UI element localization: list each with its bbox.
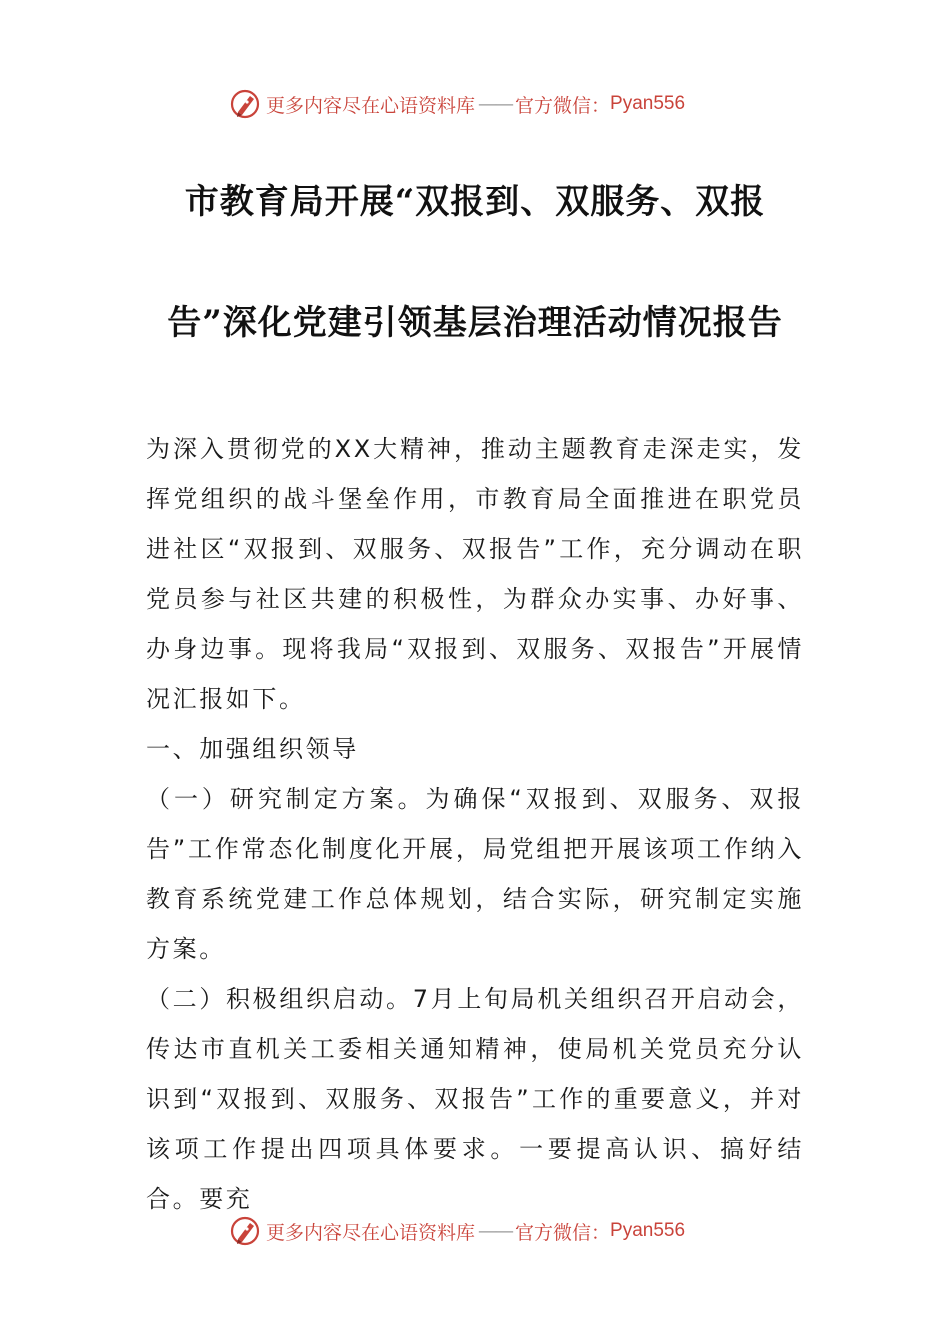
paragraph-2: （二）积极组织启动。7月上旬局机关组织召开启动会，传达市直机关工委相关通知精神，使局机关党员充分认识到“双报到、双服务、双报告”工作的重要意义，并对该项工作提出四项具体要求。一要提高认识、搞好结合。要充 <box>146 985 804 1213</box>
document-body <box>146 424 804 1224</box>
intro-paragraph: 为深入贯彻党的XX大精神，推动主题教育走深走实，发挥党组织的战斗堡垒作用，市教育局全面推进在职党员进社区“双报到、双服务、双报告”工作，充分调动在职党员参与社区共建的积极性，为群众办实事、办好事、办身边事。现将我局“双报到、双服务、双报告”开展情况汇报如下。 <box>146 435 804 713</box>
watermark-dash: —— <box>478 1220 513 1242</box>
watermark-wechat-id: Pyan556 <box>610 93 686 114</box>
section-heading: 一、加强组织领导 <box>146 735 359 763</box>
footer-watermark <box>228 1211 685 1251</box>
document-title-line-2: 告”深化党建引领基层治理活动情况报告 <box>167 303 783 343</box>
document-title-line-1: 市教育局开展“双报到、双服务、双报 <box>184 182 766 222</box>
header-watermark <box>228 84 685 124</box>
pen-nib-logo-icon <box>228 1214 262 1248</box>
pen-nib-logo-icon <box>228 87 262 121</box>
watermark-wechat-label: 官方微信： <box>515 94 611 117</box>
watermark-wechat-id: Pyan556 <box>610 1220 686 1241</box>
watermark-lead-text: 更多内容尽在心语资料库 <box>266 94 476 117</box>
watermark-dash: —— <box>478 93 513 115</box>
watermark-wechat-label: 官方微信： <box>515 1221 611 1244</box>
watermark-lead-text: 更多内容尽在心语资料库 <box>266 1221 476 1244</box>
paragraph-1: （一）研究制定方案。为确保“双报到、双服务、双报告”工作常态化制度化开展，局党组把开展该项工作纳入教育系统党建工作总体规划，结合实际，研究制定实施方案。 <box>146 785 804 963</box>
